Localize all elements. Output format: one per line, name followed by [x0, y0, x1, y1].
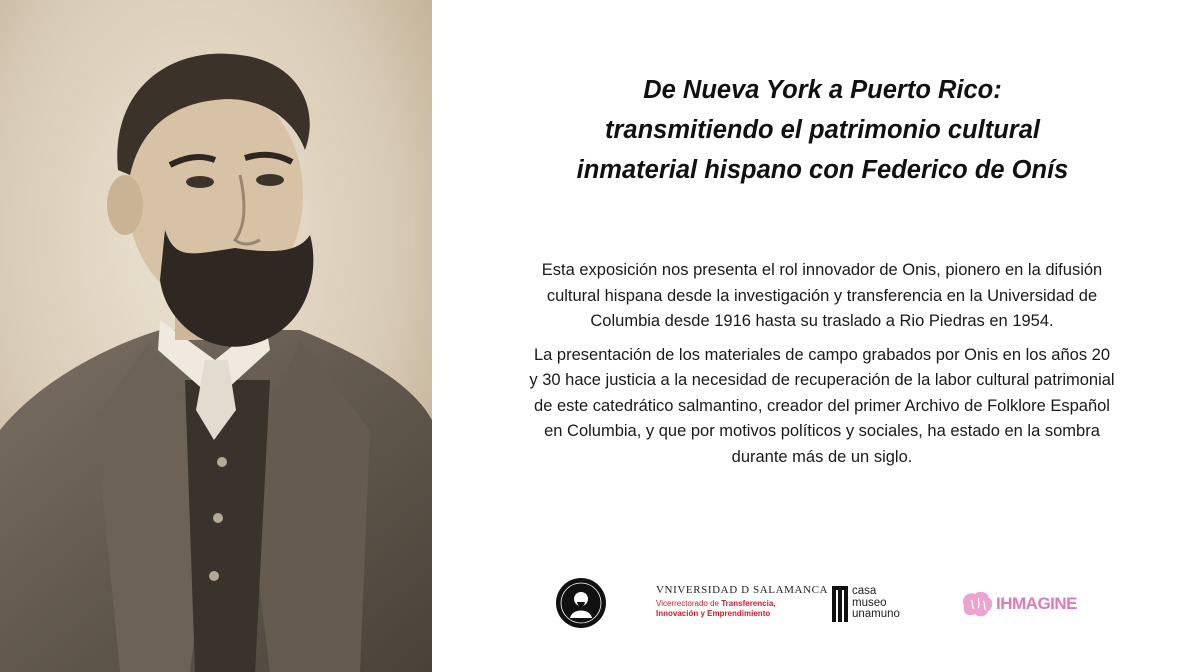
sponsor-logos — [540, 574, 1100, 630]
casa-museo-unamuno-logo — [832, 586, 932, 626]
paragraph-2 — [472, 343, 1172, 471]
casa-text — [852, 586, 900, 621]
usal-subtitle — [656, 599, 826, 619]
paragraph-1-line: Esta exposición nos presenta el rol innovador de Onis, pionero en la difusión — [541, 261, 1103, 279]
paragraph-1-line: Columbia desde 1916 hasta su traslado a Rio Piedras en 1954. — [590, 312, 1054, 330]
paragraph-1-line: cultural hispana desde la investigación y transferencia en la Universidad de — [546, 286, 1098, 305]
casa-mark-icon — [832, 586, 848, 622]
paragraph-2-line: en Columbia, y que por motivos políticos y sociales, ha estado en la sombra — [544, 422, 1100, 440]
portrait-seal-icon — [556, 578, 606, 628]
ihmagine-name: IHMAGINE — [996, 594, 1077, 613]
usal-sub-bold: Transferencia, — [721, 599, 776, 608]
title-line-1: De Nueva York a Puerto Rico: — [643, 76, 1002, 104]
paragraph-2-line: de este catedrático salmantino, creador del primer Archivo de Folklore Español — [534, 396, 1110, 415]
usal-name: VNIVERSIDAD D SALAMANCA — [656, 584, 829, 596]
title-line-3: inmaterial hispano con Federico de Onís — [576, 156, 1069, 184]
seal-logo — [556, 578, 606, 628]
ihmagine-logo — [960, 588, 1090, 622]
paragraph-1 — [472, 258, 1172, 335]
usal-sub-prefix: Vicerrectorado de — [656, 599, 722, 608]
paragraph-2-line: y 30 hace justicia a la necesidad de recuperación de la labor cultural patrimonial — [529, 371, 1115, 389]
portrait-illustration — [0, 0, 432, 672]
usal-sub-line2: Innovación y Emprendimiento — [656, 609, 771, 618]
casa-line-1: casa — [852, 585, 877, 597]
exhibition-description — [472, 258, 1172, 470]
paragraph-2-line: La presentación de los materiales de campo grabados por Onis en los años 20 — [533, 345, 1111, 364]
paragraph-2-line: durante más de un siglo. — [731, 447, 913, 466]
exhibition-title — [470, 70, 1175, 190]
brain-icon — [960, 590, 994, 620]
title-line-2: transmitiendo el patrimonio cultural — [605, 116, 1040, 144]
casa-line-2: museo — [852, 596, 887, 609]
casa-line-3: unamuno — [852, 608, 900, 620]
usal-logo — [656, 584, 829, 640]
portrait-photo — [0, 0, 432, 672]
